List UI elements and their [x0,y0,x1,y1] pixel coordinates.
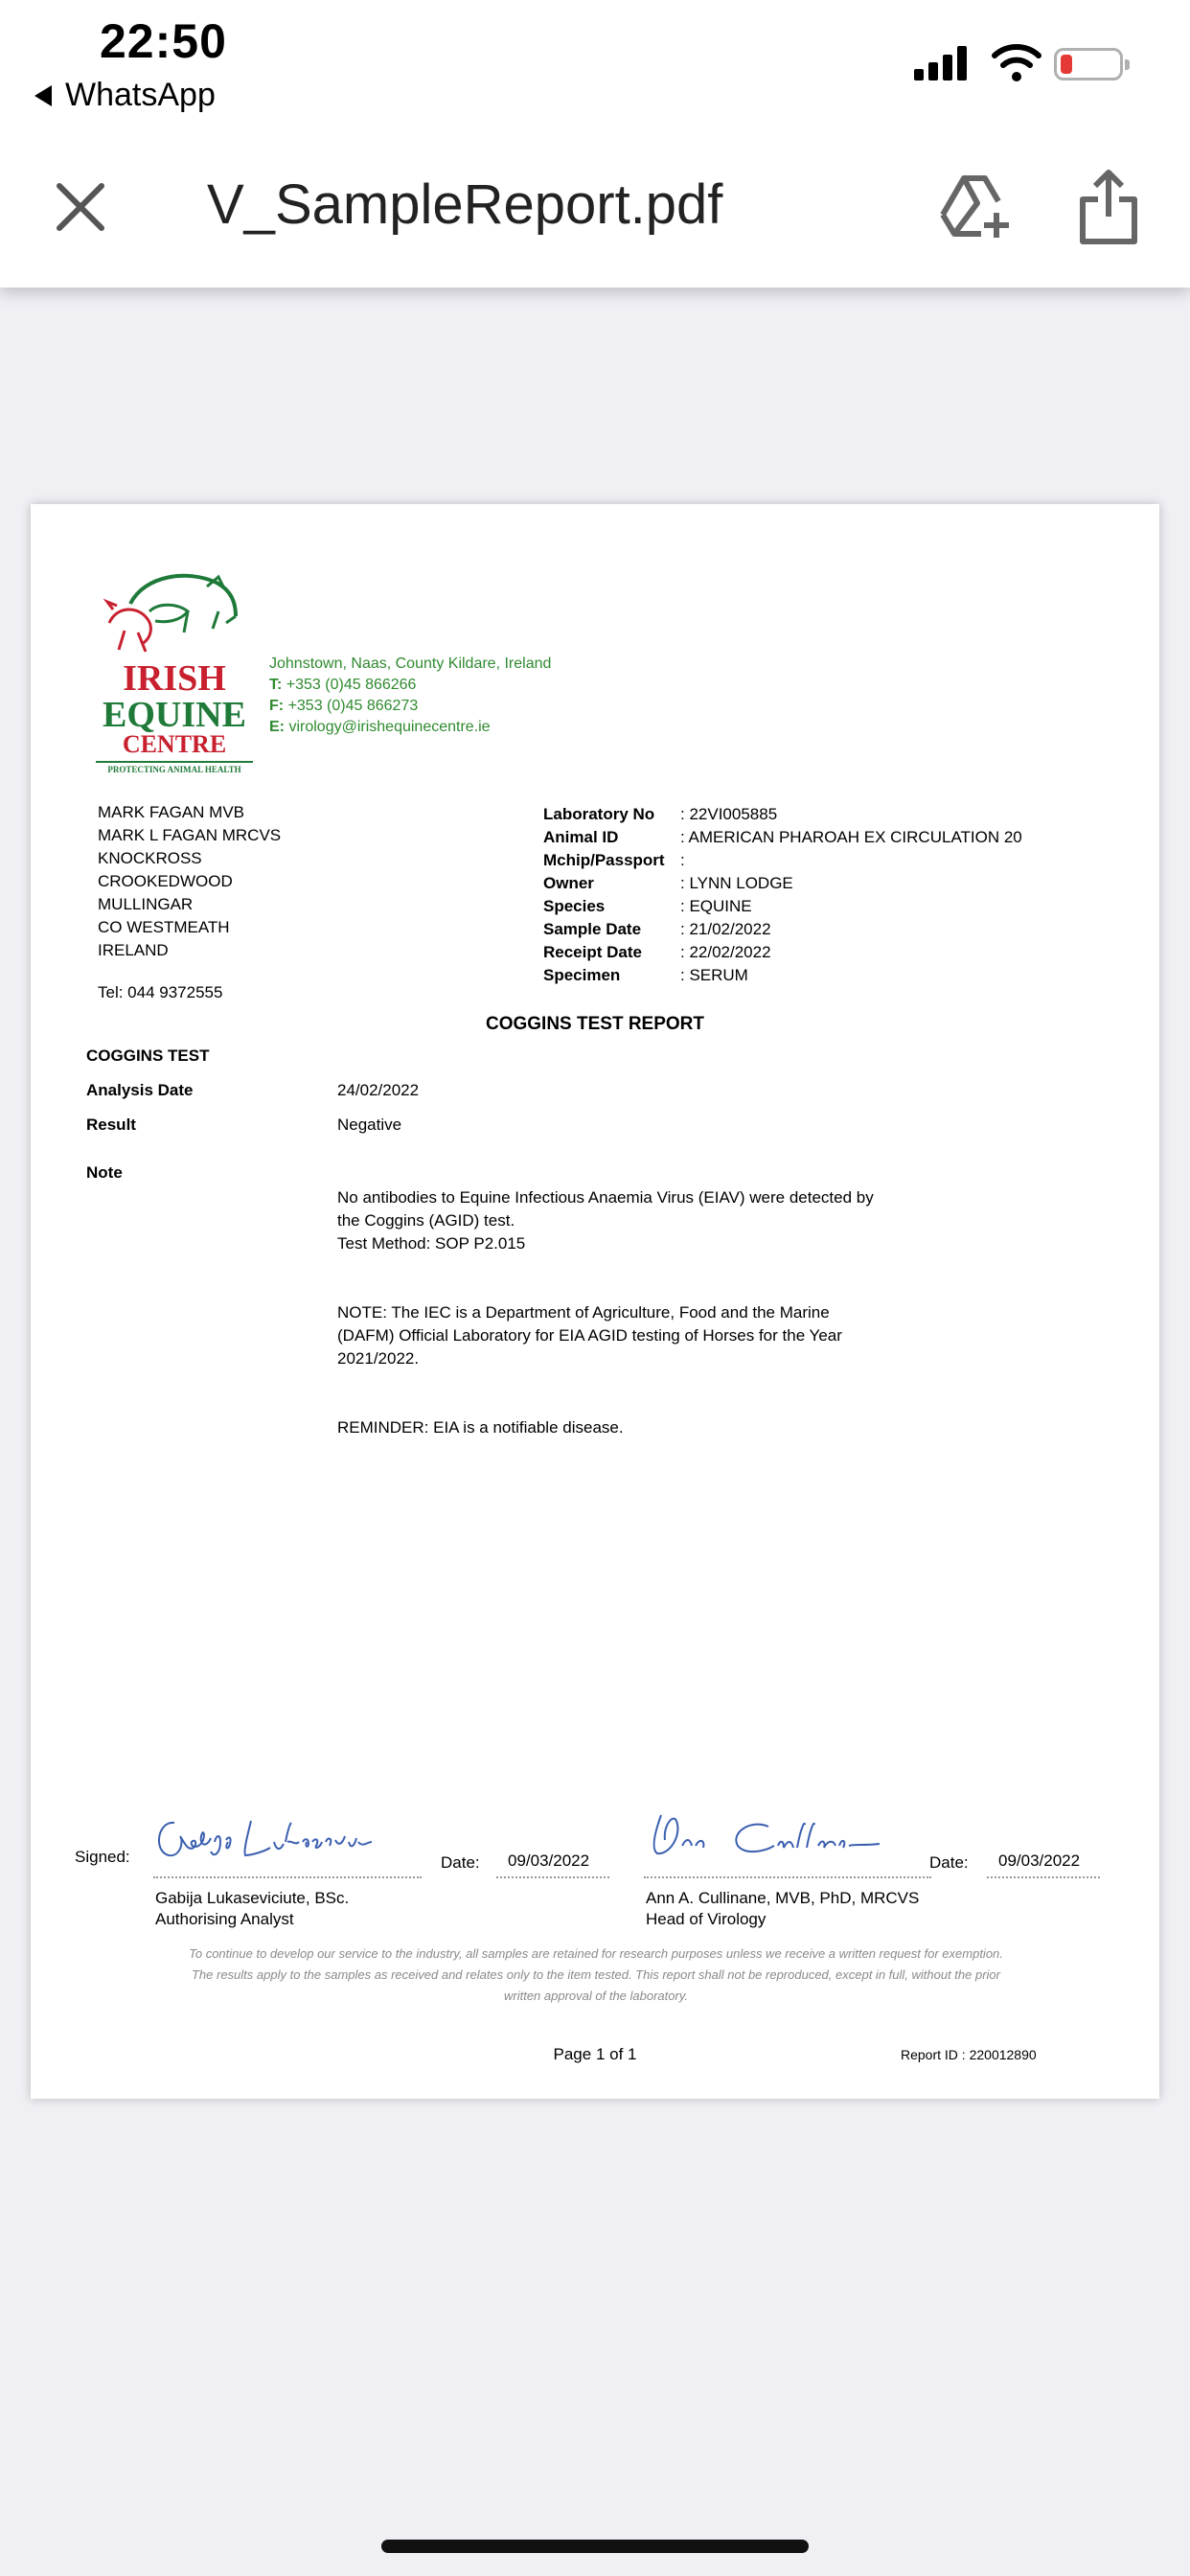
battery-icon [1054,48,1123,80]
page-number: Page 1 of 1 [553,2045,637,2063]
signal-icon [914,46,970,80]
note-label: Note [86,1163,123,1182]
phone-label: T: [269,677,283,693]
lab-label: Laboratory No [543,805,655,823]
fax-number: +353 (0)45 866273 [287,698,419,714]
lab-row [543,849,1022,872]
note-paragraph: No antibodies to Equine Infectious Anaemia Virus (EIAV) were detected by the Coggins (AGID) test. Test Method: SOP P2.015 [337,1188,874,1253]
lab-label: Mchip/Passport [543,851,665,869]
logo-tagline: PROTECTING ANIMAL HEALTH [107,765,241,774]
sig1-date-label: Date: [441,1853,480,1872]
lab-label: Sample Date [543,920,642,938]
wifi-icon [991,40,1042,82]
pdf-page[interactable] [31,504,1159,2099]
result-value: Negative [337,1116,402,1134]
lab-value: : 22VI005885 [680,805,778,823]
email-address: virology@irishequinecentre.ie [288,719,491,735]
client-line: IRELAND [98,941,169,959]
irish-equine-centre-logo [92,564,257,772]
section-title: COGGINS TEST [86,1046,210,1065]
back-app-label: WhatsApp [65,77,216,113]
lab-row [543,895,1022,918]
signature-gabija [151,1813,381,1867]
analysis-date-value: 24/02/2022 [337,1081,420,1099]
logo-word-equine: EQUINE [103,695,246,735]
lab-row [543,941,1022,964]
analysis-date-label: Analysis Date [86,1081,194,1099]
phone-number: +353 (0)45 866266 [286,677,417,693]
add-to-drive-icon[interactable] [935,169,1012,245]
client-tel: Tel: 044 9372555 [98,983,223,1001]
lab-value: : 21/02/2022 [680,920,771,938]
result-label: Result [86,1116,136,1134]
note-text [337,1163,950,1462]
lab-row [543,872,1022,895]
client-line: CROOKEDWOOD [98,872,233,890]
sig1-name: Gabija Lukaseviciute, BSc. [155,1889,350,1907]
lab-label: Animal ID [543,828,619,846]
signature-line-1 [153,1876,422,1878]
top-bar [0,0,1190,288]
client-line: MARK L FAGAN MRCVS [98,826,282,844]
disclaimer-line: written approval of the laboratory. [504,1989,688,2003]
address-line: Johnstown, Naas, County Kildare, Ireland [269,656,552,672]
signature-line-2 [644,1876,931,1878]
sig2-date-line [987,1876,1100,1878]
signed-label: Signed: [75,1848,130,1866]
back-arrow-icon [34,85,52,106]
document-title: V_SampleReport.pdf [207,173,723,236]
lab-row [543,826,1022,849]
client-line: MARK FAGAN MVB [98,803,245,821]
sig2-date: 09/03/2022 [998,1852,1081,1870]
client-line: KNOCKROSS [98,849,202,867]
sig1-date-line [496,1876,609,1878]
lab-value: : 22/02/2022 [680,943,771,961]
logo-word-centre: CENTRE [122,730,227,758]
sig1-name-block [155,1888,349,1930]
report-id: Report ID : 220012890 [901,2047,1037,2062]
disclaimer [98,1944,1094,2007]
disclaimer-line: To continue to develop our service to the industry, all samples are retained for research purposes unless we receive a written request for exemption. [189,1946,1003,1961]
sig2-name: Ann A. Cullinane, MVB, PhD, MRCVS [646,1889,920,1907]
email-label: E: [269,719,285,735]
lab-value: : EQUINE [680,897,752,915]
lab-row [543,918,1022,941]
disclaimer-line: The results apply to the samples as received and relates only to the item tested. This report shall not be reproduced, except in full, without the prior [191,1967,1000,1982]
note-paragraph: REMINDER: EIA is a notifiable disease. [337,1418,624,1437]
share-icon[interactable] [1077,169,1140,245]
logo-rule [96,761,253,763]
sig1-date: 09/03/2022 [508,1852,590,1870]
back-to-app-link[interactable] [34,77,216,114]
lab-label: Receipt Date [543,943,642,961]
client-line: MULLINGAR [98,895,194,913]
lab-details [543,803,1022,987]
horse-logo-icon [92,564,257,659]
logo-word-irish: IRISH [123,658,226,699]
close-icon[interactable] [50,176,111,238]
lab-row [543,803,1022,826]
sig2-name-block [646,1888,919,1930]
lab-label: Owner [543,874,594,892]
note-paragraph: NOTE: The IEC is a Department of Agriculture, Food and the Marine (DAFM) Official Laboratory for EIA AGID testing of Horses for the Year 2021/2022. [337,1303,842,1368]
sig2-role: Head of Virology [646,1910,767,1928]
lab-label: Specimen [543,966,621,984]
home-indicator[interactable] [381,2540,809,2553]
centre-address [269,654,551,738]
sig1-role: Authorising Analyst [155,1910,294,1928]
lab-value: : LYNN LODGE [680,874,793,892]
lab-value: : [680,851,685,869]
signature-cullinane [644,1807,893,1865]
lab-row [543,964,1022,987]
status-time: 22:50 [100,14,227,68]
report-title: COGGINS TEST REPORT [485,1014,705,1034]
sig2-date-label: Date: [929,1853,969,1872]
lab-value: : AMERICAN PHAROAH EX CIRCULATION 20 [680,828,1022,846]
client-address [98,801,281,962]
lab-label: Species [543,897,606,915]
client-line: CO WESTMEATH [98,918,230,936]
lab-value: : SERUM [680,966,748,984]
fax-label: F: [269,698,285,714]
